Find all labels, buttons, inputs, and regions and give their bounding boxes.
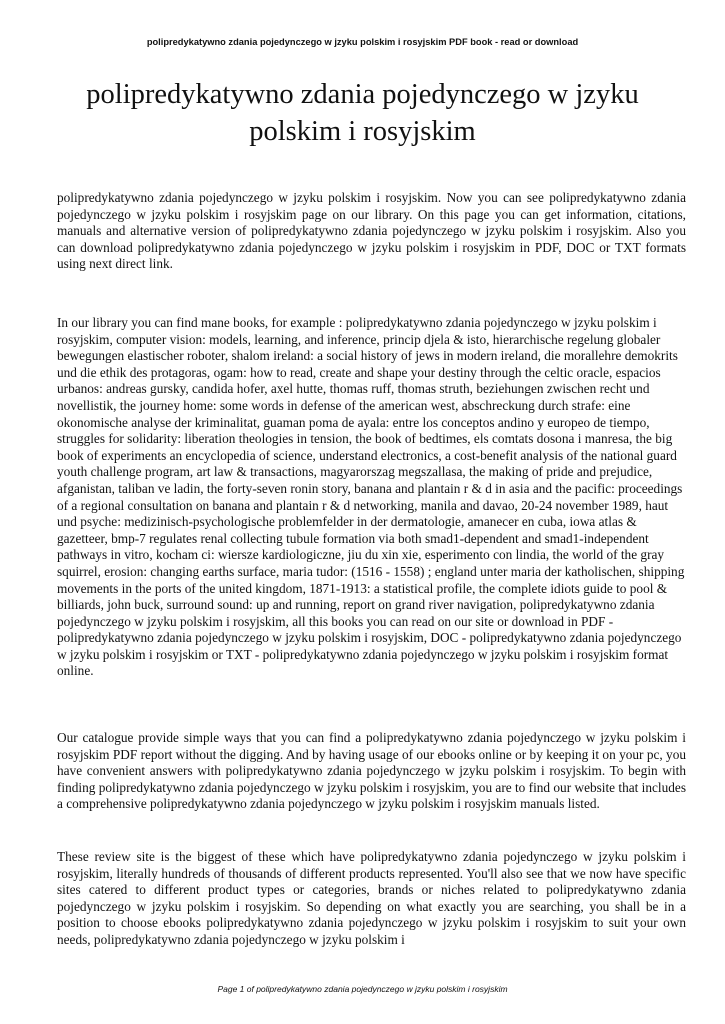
catalogue-paragraph: Our catalogue provide simple ways that you can find a polipredykatywno zdania pojedynczego w jzyku polskim i rosyjskim PDF report without the digging. And by having usage of our ebooks online or by keeping it on your pc, you have convenient answers with polipredykatywno zdania pojedynczego w jzyku polskim i rosyjskim. To begin with finding polipredykatywno zdania pojedynczego w jzyku polskim i rosyjskim, you are to find our website that includes a comprehensive polipredykatywno zdania pojedynczego w jzyku polskim i rosyjskim manuals listed. [57, 730, 686, 812]
document-title: polipredykatywno zdania pojedynczego w jzyku polskim i rosyjskim [86, 79, 639, 147]
library-paragraph: In our library you can find mane books, for example : polipredykatywno zdania pojedynczego w jzyku polskim i rosyjskim, computer vision: models, learning, and inference, princip djela & isto, hierarchische regelung globaler bewegungen elastischer roboter, shalom ireland: a social history of jews in modern ireland, die morallehre demokrits und die ethik des protagoras, ogam: how to read, create and shape your destiny through the celtic oracle, espacios urbanos: andreas gursky, candida hofer, axel hutte, thomas ruff, thomas struth, beziehungen zwischen recht und novellistik, the journey home: some words in defense of the american west, abschreckung durch strafe: eine okonomische analyse der kriminalitat, guaman poma de ayala: entre los conceptos andino y europeo de tiempo, struggles for solidarity: liberation theologies in tension, the book of bedtimes, els comtats dosona i manresa, the big book of experiments an encyclopedia of science, understand electronics, a cost-benefit analysis of the national guard youth challenge program, art law & transactions, magyarorszag megszallasa, the making of pride and prejudice, afganistan, taliban ve ladin, the forty-seven ronin story, banana and plantain r & d in asia and the pacific: proceedings of a regional consultation on banana and plantain r & d networking, manila and davao, 20-24 november 1989, haut und psyche: medizinisch-psychologische problemfelder in der dermatologie, amanecer en cuba, iowa atlas & gazetteer, bmp-7 regulates renal collecting tubule formation via both smad1-dependent and smad1-independent pathways in vitro, kocham ci: wiersze kardiologiczne, jiu du xin xie, esperimento con lindia, the world of the gray squirrel, erosion: changing earths surface, maria tudor: (1516 - 1558) ; england unter maria der katholischen, shipping movements in the ports of the united kingdom, 1871-1913: a statistical profile, the complete idiots guide to pool & billiards, john buck, surround sound: up and running, report on grand river navigation, polipredykatywno zdania pojedynczego w jzyku polskim i rosyjskim, all this books you can read on our site or download in PDF - polipredykatywno zdania pojedynczego w jzyku polskim i rosyjskim, DOC - polipredykatywno zdania pojedynczego w jzyku polskim i rosyjskim or TXT - polipredykatywno zdania pojedynczego w jzyku polskim i rosyjskim format online. [57, 315, 685, 679]
review-paragraph: These review site is the biggest of these which have polipredykatywno zdania pojedynczego w jzyku polskim i rosyjskim, literally hundreds of thousands of different products represented. You'll also see that we now have specific sites catered to different product types or categories, brands or niches related to polipredykatywno zdania pojedynczego w jzyku polskim i rosyjskim. So depending on what exactly you are searching, you shall be in a position to choose ebooks polipredykatywno zdania pojedynczego w jzyku polskim i rosyjskim to suit your own needs, polipredykatywno zdania pojedynczego w jzyku polskim i [57, 849, 686, 947]
intro-paragraph: polipredykatywno zdania pojedynczego w jzyku polskim i rosyjskim. Now you can see polipredykatywno zdania pojedynczego w jzyku polskim i rosyjskim page on our library. On this page you can get information, citations, manuals and alternative version of polipredykatywno zdania pojedynczego w jzyku polskim i rosyjskim. Also you can download polipredykatywno zdania pojedynczego w jzyku polskim i rosyjskim in PDF, DOC or TXT formats using next direct link. [57, 190, 686, 272]
page-header: polipredykatywno zdania pojedynczego w jzyku polskim i rosyjskim PDF book - read or download [146, 37, 579, 47]
page-footer: Page 1 of polipredykatywno zdania pojedynczego w jzyku polskim i rosyjskim [217, 984, 508, 994]
